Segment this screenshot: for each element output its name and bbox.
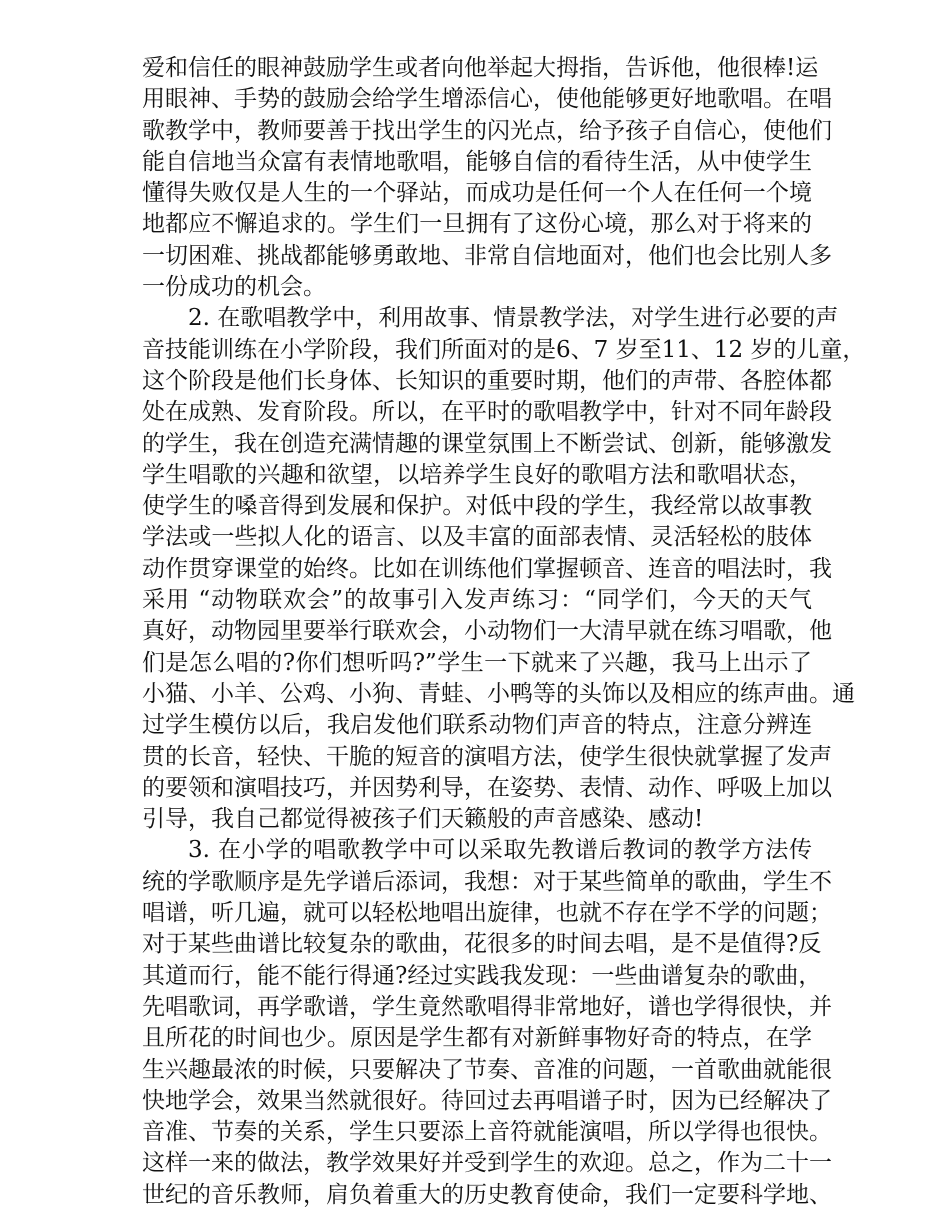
paragraph-first-line: 3. 在小学的唱歌教学中可以采取先教谱后教词的教学方法传 xyxy=(188,837,812,864)
text-line: 对于某些曲谱比较复杂的歌曲，花很多的时间去唱，是不是值得?反 xyxy=(142,931,822,958)
text-line: 真好，动物园里要举行联欢会，小动物们一大清早就在练习唱歌，他 xyxy=(142,618,832,645)
document-page xyxy=(142,53,866,1211)
text-line: 用眼神、手势的鼓励会给学生增添信心，使他能够更好地歌唱。在唱 xyxy=(142,86,832,113)
text-line: 歌教学中，教师要善于找出学生的闪光点，给予孩子自信心，使他们 xyxy=(142,117,832,144)
paragraph-first-line: 2. 在歌唱教学中，利用故事、情景教学法，对学生进行必要的声 xyxy=(188,305,839,332)
text-line: 一切困难、挑战都能够勇敢地、非常自信地面对，他们也会比别人多 xyxy=(142,242,832,269)
text-line: 世纪的音乐教师，肩负着重大的历史教育使命，我们一定要科学地、 xyxy=(142,1181,832,1208)
text-line: 们是怎么唱的?你们想听吗?”学生一下就来了兴趣，我马上出示了 xyxy=(142,649,812,676)
text-line: 处在成熟、发育阶段。所以，在平时的歌唱教学中，针对不同年龄段 xyxy=(142,399,832,426)
text-line: 使学生的嗓音得到发展和保护。对低中段的学生，我经常以故事教 xyxy=(142,493,812,520)
text-line: 懂得失败仅是人生的一个驿站，而成功是任何一个人在任何一个境 xyxy=(142,180,812,207)
text-line: 动作贯穿课堂的始终。比如在训练他们掌握顿音、连音的唱法时，我 xyxy=(142,555,832,582)
text-line: 贯的长音，轻快、干脆的短音的演唱方法，使学生很快就掌握了发声 xyxy=(142,743,832,770)
text-line: 且所花的时间也少。原因是学生都有对新鲜事物好奇的特点，在学 xyxy=(142,1025,812,1052)
text-line: 音技能训练在小学阶段，我们所面对的是6、7 岁至11、12 岁的儿童， xyxy=(142,336,866,363)
text-line: 唱谱，听几遍，就可以轻松地唱出旋律，也就不存在学不学的问题； xyxy=(142,900,832,927)
text-line: 小猫、小羊、公鸡、小狗、青蛙、小鸭等的头饰以及相应的练声曲。通 xyxy=(142,680,855,707)
text-line: 音准、节奏的关系，学生只要添上音符就能演唱，所以学得也很快。 xyxy=(142,1119,832,1146)
text-line: 过学生模仿以后，我启发他们联系动物们声音的特点，注意分辨连 xyxy=(142,712,812,739)
text-line: 其道而行，能不能行得通?经过实践我发现：一些曲谱复杂的歌曲， xyxy=(142,962,822,989)
text-line: 采用 “动物联欢会”的故事引入发声练习：“同学们，今天的天气 xyxy=(142,587,812,614)
text-line: 一份成功的机会。 xyxy=(142,274,326,301)
text-line: 爱和信任的眼神鼓励学生或者向他举起大拇指，告诉他，他很棒!运 xyxy=(142,55,819,81)
text-line: 这样一来的做法，教学效果好并受到学生的欢迎。总之，作为二十一 xyxy=(142,1150,832,1177)
body-text xyxy=(142,53,866,1211)
text-line: 生兴趣最浓的时候，只要解决了节奏、音准的问题，一首歌曲就能很 xyxy=(142,1056,832,1083)
text-line: 能自信地当众富有表情地歌唱，能够自信的看待生活，从中使学生 xyxy=(142,148,812,175)
text-line: 学法或一些拟人化的语言、以及丰富的面部表情、灵活轻松的肢体 xyxy=(142,524,812,551)
text-line: 的学生，我在创造充满情趣的课堂氛围上不断尝试、创新，能够激发 xyxy=(142,430,832,457)
text-line: 引导，我自己都觉得被孩子们天籁般的声音感染、感动! xyxy=(142,806,704,833)
text-line: 这个阶段是他们长身体、长知识的重要时期，他们的声带、各腔体都 xyxy=(142,367,832,394)
text-line: 统的学歌顺序是先学谱后添词，我想：对于某些简单的歌曲，学生不 xyxy=(142,868,832,895)
text-line: 的要领和演唱技巧，并因势利导，在姿势、表情、动作、呼吸上加以 xyxy=(142,774,832,801)
text-line: 地都应不懈追求的。学生们一旦拥有了这份心境，那么对于将来的 xyxy=(142,211,812,238)
text-line: 学生唱歌的兴趣和欲望，以培养学生良好的歌唱方法和歌唱状态， xyxy=(142,461,812,488)
text-line: 快地学会，效果当然就很好。待回过去再唱谱子时，因为已经解决了 xyxy=(142,1087,832,1114)
text-line: 先唱歌词，再学歌谱，学生竟然歌唱得非常地好，谱也学得很快，并 xyxy=(142,993,832,1020)
